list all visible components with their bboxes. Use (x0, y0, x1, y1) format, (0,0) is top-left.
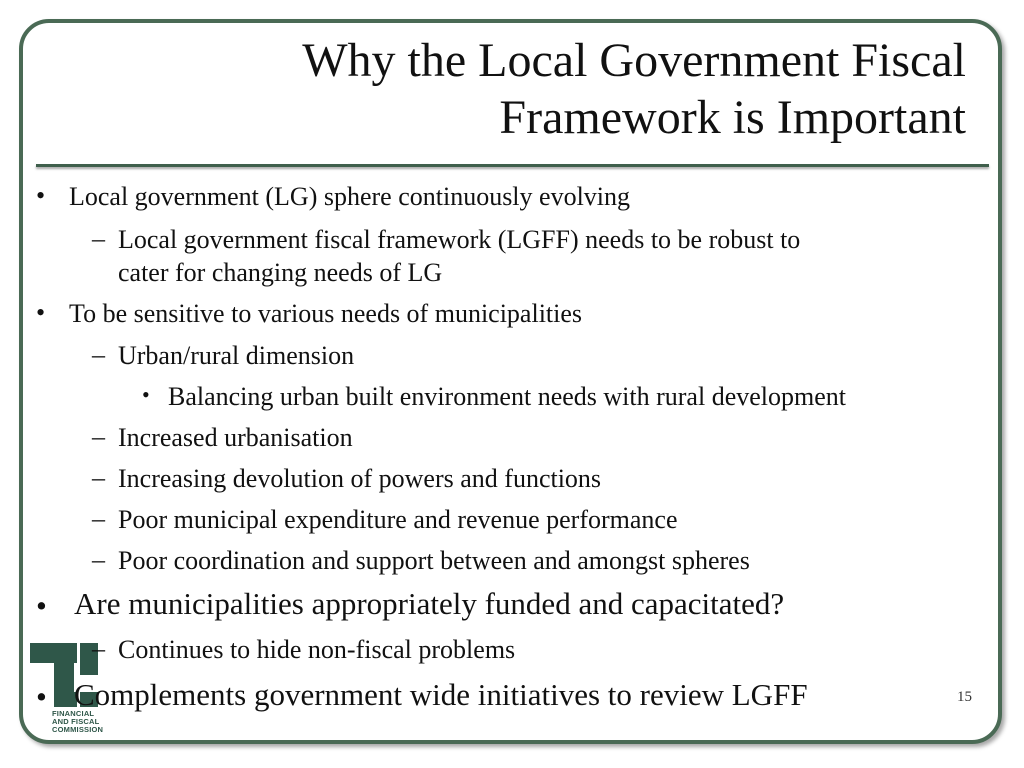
sub-bullet-text: Increasing devolution of powers and functions (118, 464, 602, 493)
bullet-marker: • (36, 298, 46, 327)
sub-sub-bullet-marker: • (142, 382, 150, 407)
sub-bullet-text: Poor coordination and support between and amongst spheres (118, 546, 750, 575)
bullet-text: Are municipalities appropriately funded and capacitated? (74, 586, 785, 621)
sub-bullet-marker: – (92, 504, 105, 533)
sub-bullet-marker: – (92, 340, 105, 369)
sub-sub-bullet-text: Balancing urban built environment needs with rural development (168, 382, 846, 411)
bullet-marker: • (36, 181, 46, 210)
bullet-text: Complements government wide initiatives to review LGFF (74, 677, 808, 712)
bullet-text: To be sensitive to various needs of municipalities (69, 299, 583, 328)
logo-caption-line: COMMISSION (52, 725, 104, 734)
title-divider (36, 164, 989, 167)
sub-bullet-marker: – (92, 634, 105, 663)
title-line-2: Framework is Important (499, 91, 966, 144)
sub-bullet-text: Poor municipal expenditure and revenue performance (118, 505, 678, 534)
sub-bullet-marker: – (92, 545, 105, 574)
logo-caption-line: FINANCIAL (52, 709, 95, 718)
sub-bullet-text: Urban/rural dimension (118, 341, 355, 370)
title-line-1: Why the Local Government Fiscal (302, 34, 966, 87)
sub-bullet-text: Local government fiscal framework (LGFF) needs to be robust to (118, 225, 801, 254)
sub-bullet-marker: – (92, 224, 105, 253)
bullet-text: Local government (LG) sphere continuously evolving (69, 182, 631, 211)
bullet-marker: • (36, 679, 47, 714)
page-number: 15 (957, 689, 972, 705)
sub-bullet-text: Continues to hide non-fiscal problems (118, 635, 516, 664)
sub-bullet-marker: – (92, 422, 105, 451)
sub-bullet-marker: – (92, 463, 105, 492)
slide-title (146, 32, 966, 146)
sub-bullet-text-continued: cater for changing needs of LG (118, 258, 443, 287)
logo-caption (52, 710, 103, 734)
logo-caption-line: AND FISCAL (52, 717, 100, 726)
sub-bullet-text: Increased urbanisation (118, 423, 353, 452)
bullet-marker: • (36, 588, 47, 623)
